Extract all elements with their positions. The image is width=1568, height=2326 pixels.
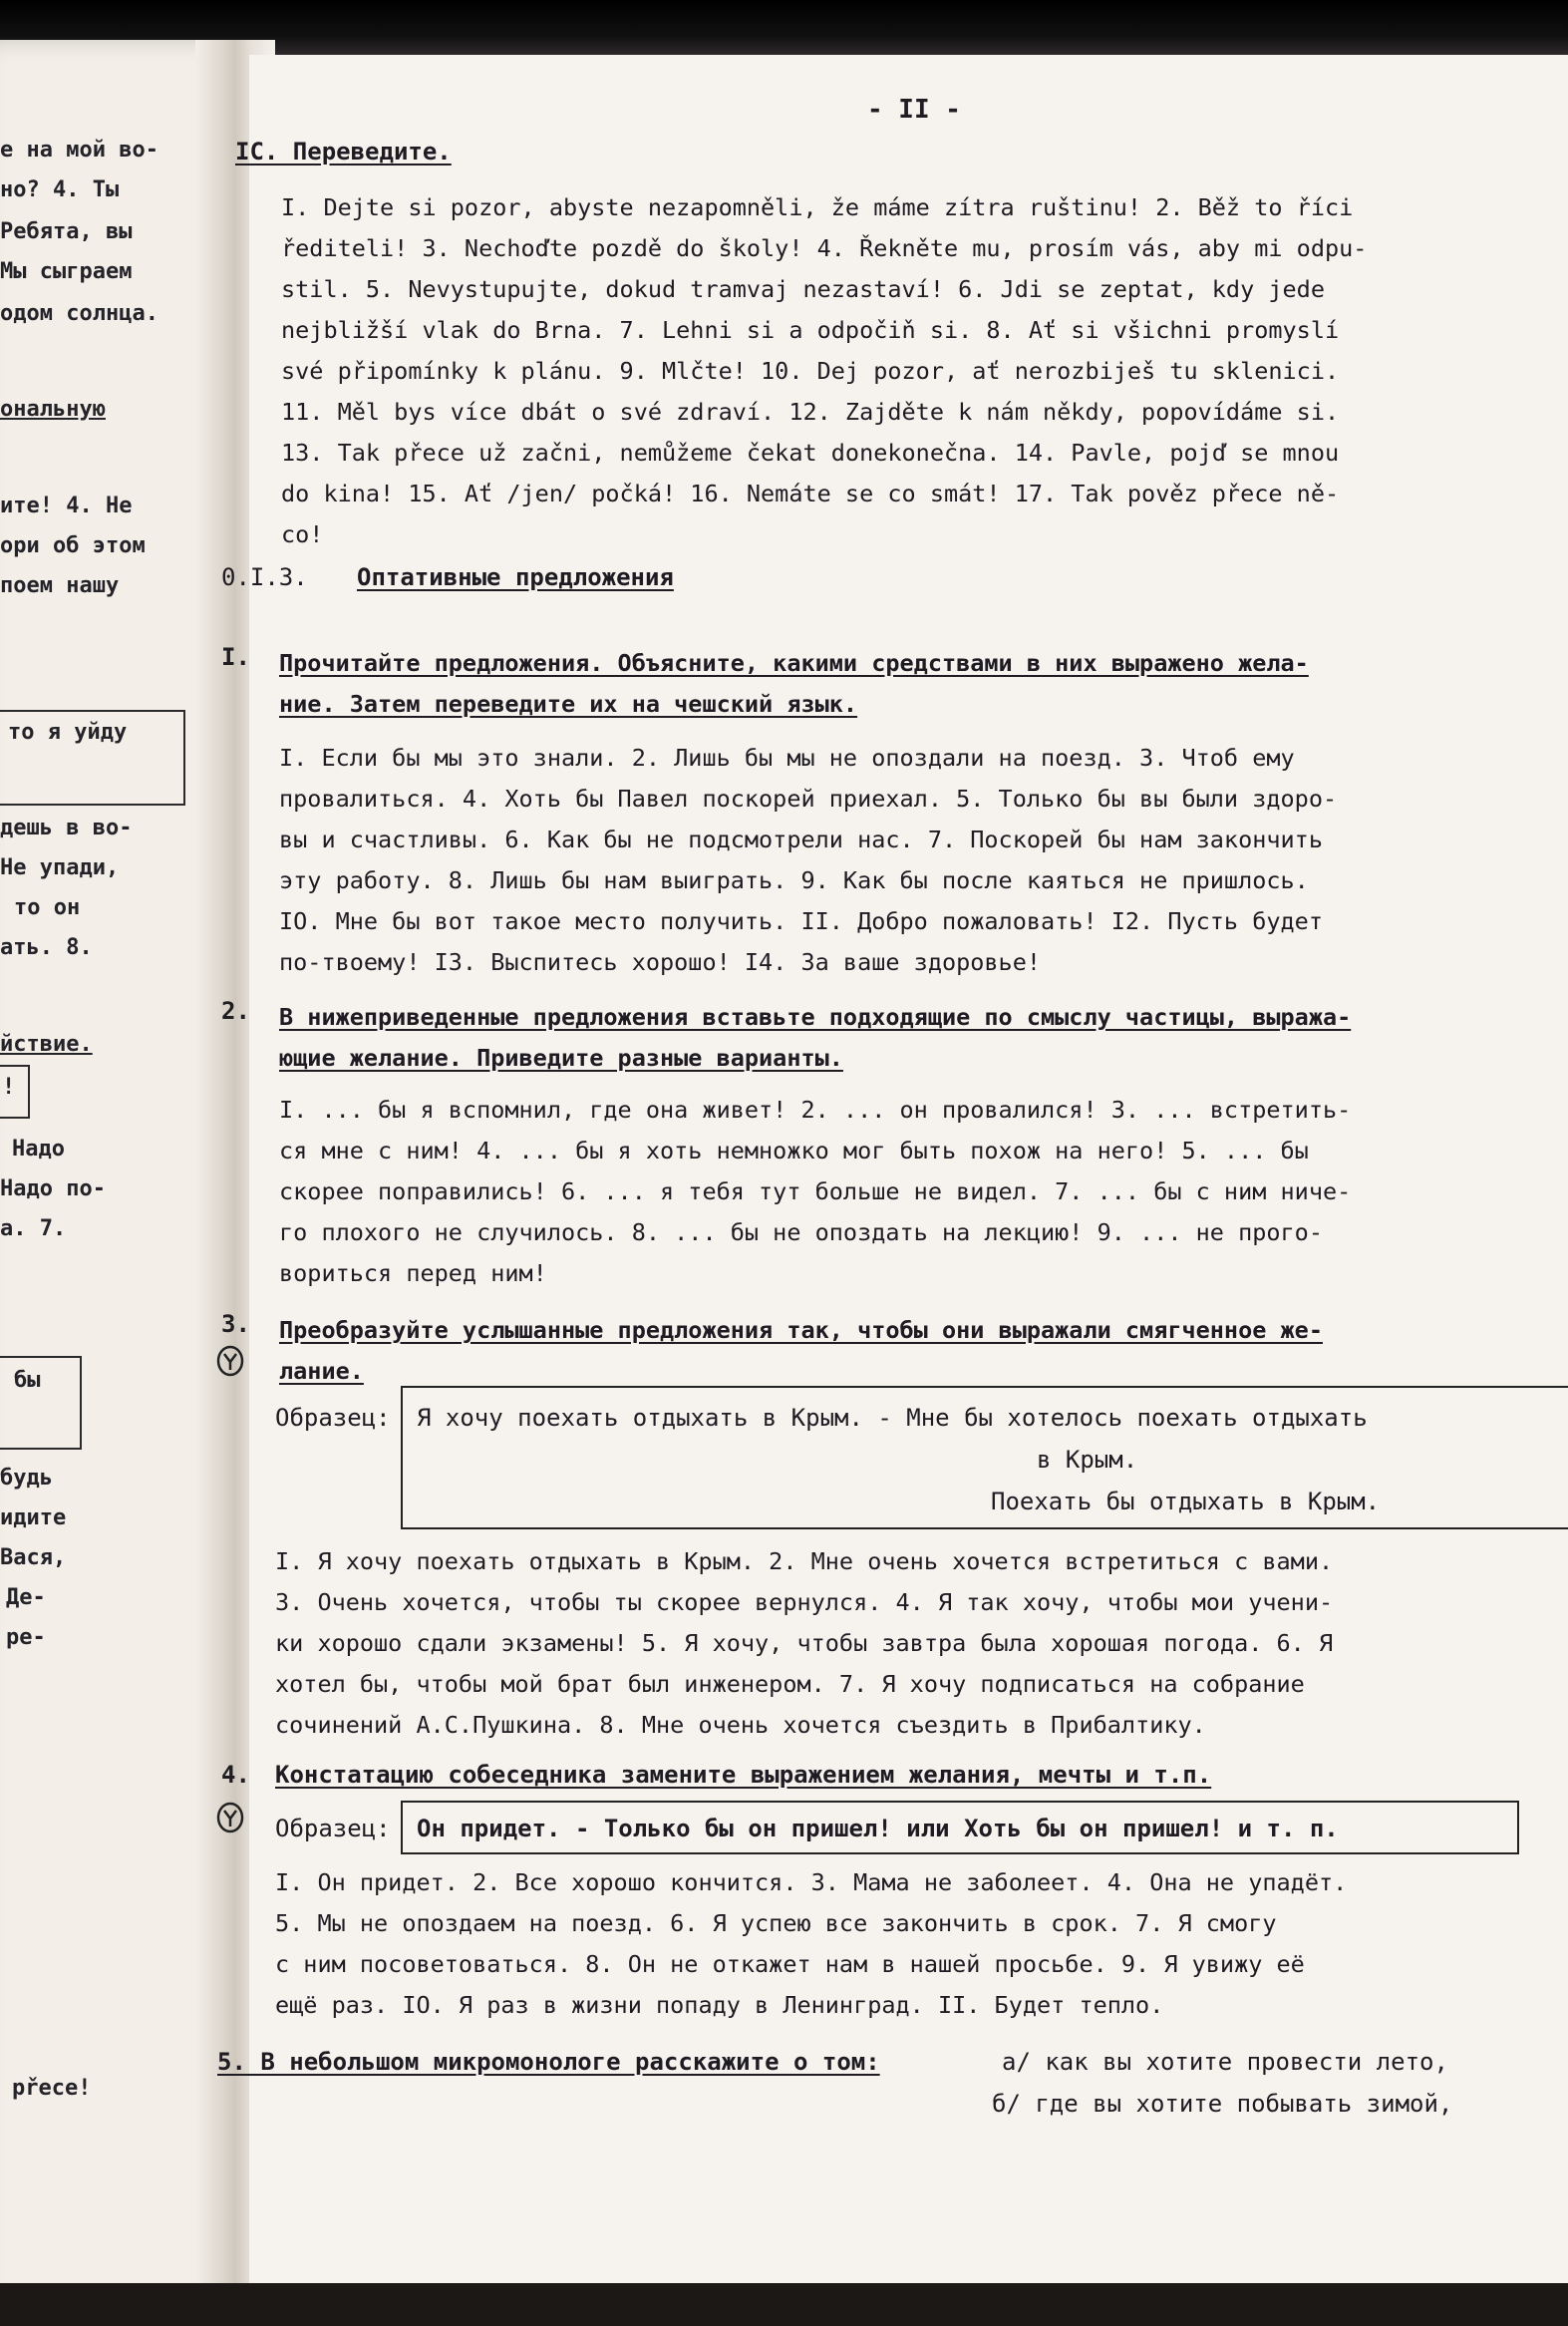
text-line: провалиться. 4. Хоть бы Павел поскорей приехал. 5. Только бы вы были здоро- — [279, 785, 1338, 813]
ex1-text — [279, 738, 1337, 983]
title-line: лание. — [279, 1357, 364, 1385]
ex10-label: IС. Переведите. — [235, 138, 452, 166]
ex3-sample-line: в Крым. — [1037, 1446, 1138, 1474]
ex4-number: 4. — [221, 1761, 250, 1789]
text-line: скорее поправились! 6. ... я тебя тут больше не видел. 7. ... бы с ним ниче- — [279, 1177, 1352, 1205]
ex2-title — [279, 997, 1351, 1079]
left-line: то он — [14, 895, 81, 920]
left-line: Вася, — [0, 1545, 67, 1570]
left-line: а. 7. — [0, 1216, 67, 1241]
text-line: IO. Мне бы вот такое место получить. II. Добро пожаловать! I2. Пусть будет — [279, 907, 1323, 935]
left-box — [0, 1356, 82, 1450]
left-line: йствие. — [0, 1032, 93, 1057]
title-line: ющие желание. Приведите разные варианты. — [279, 1044, 843, 1072]
left-line: идите — [0, 1505, 67, 1530]
left-line: но? 4. Ты — [0, 177, 120, 202]
text-line: по-твоему! I3. Выспитесь хорошо! I4. За ваше здоровье! — [279, 948, 1042, 976]
ear-icon — [215, 1344, 245, 1386]
left-line: Надо — [12, 1137, 65, 1162]
text-line: го плохого не случилось. 8. ... бы не опоздать на лекцию! 9. ... не прого- — [279, 1218, 1323, 1246]
ex3-sample-line: Я хочу поехать отдыхать в Крым. - Мне бы хотелось поехать отдыхать — [417, 1404, 1368, 1432]
ex3-sample-line: Поехать бы отдыхать в Крым. — [991, 1488, 1381, 1515]
ex1-number: I. — [221, 643, 250, 671]
ex5-line: а/ как вы хотите провести лето, — [1002, 2048, 1448, 2076]
left-line: ! — [2, 1075, 16, 1100]
page-number: - II - — [867, 95, 961, 125]
text-line: nejbližší vlak do Brna. 7. Lehni si a odpočiň si. 8. Ať si všichni promyslí — [281, 316, 1340, 344]
ex1-title — [279, 643, 1309, 725]
ex3-sample-label: Образец: — [275, 1404, 391, 1432]
ex3-title — [279, 1310, 1323, 1392]
text-line: své připomínky k plánu. 9. Mlčte! 10. Dej pozor, ať nerozbiješ tu sklenici. — [281, 357, 1340, 385]
ex4-title: Констатацию собеседника замените выражением желания, мечты и т.п. — [275, 1761, 1212, 1789]
title-line: В нижеприведенные предложения вставьте подходящие по смыслу частицы, выража- — [279, 1003, 1352, 1031]
ex3-text — [275, 1541, 1333, 1746]
left-line: поем нашу — [0, 573, 120, 598]
text-line: I. Я хочу поехать отдыхать в Крым. 2. Мне очень хочется встретиться с вами. — [275, 1547, 1334, 1575]
left-line: ре- — [6, 1625, 46, 1650]
ear-icon — [215, 1801, 245, 1842]
left-line: Мы сыграем — [0, 259, 133, 284]
section-title: Оптативные предложения — [357, 563, 674, 591]
text-line: ся мне с ним! 4. ... бы я хоть немножко мог быть похож на него! 5. ... бы — [279, 1137, 1309, 1164]
left-line: бы — [14, 1368, 41, 1393]
left-line: Де- — [6, 1585, 46, 1610]
title-line: ние. Затем переведите их на чешский язык. — [279, 690, 858, 718]
text-line: co! — [281, 520, 324, 548]
ex2-text — [279, 1090, 1351, 1294]
ex4-sample-label: Образец: — [275, 1815, 391, 1842]
ex5-title: 5. В небольшом микромонологе расскажите о том: — [217, 2048, 880, 2076]
ex10-heading — [235, 138, 452, 166]
text-line: вориться перед ним! — [279, 1259, 547, 1287]
title-line: Прочитайте предложения. Объясните, какими средствами в них выражено жела- — [279, 649, 1309, 677]
text-line: 3. Очень хочется, чтобы ты скорее вернулся. 4. Я так хочу, чтобы мои учени- — [275, 1588, 1334, 1616]
text-line: 13. Tak přece už začni, nemůžeme čekat donekonečna. 14. Pavle, pojď se mnou — [281, 439, 1340, 467]
text-line: I. Dejte si pozor, abyste nezapomněli, že máme zítra ruštinu! 2. Běž to říci — [281, 193, 1354, 221]
left-line: ональную — [0, 397, 106, 422]
ex4-sample-line: Он придет. - Только бы он пришел! или Хоть бы он пришел! и т. п. — [417, 1815, 1339, 1842]
text-line: řediteli! 3. Nechoďte pozdě do školy! 4. Řekněte mu, prosím vás, aby mi odpu- — [281, 234, 1368, 262]
ex5-line: б/ где вы хотите побывать зимой, — [992, 2090, 1453, 2118]
text-line: I. ... бы я вспомнил, где она живет! 2. ... он провалился! 3. ... встретить- — [279, 1096, 1352, 1124]
ex4-text — [275, 1862, 1347, 2026]
text-line: ки хорошо сдали экзамены! 5. Я хочу, чтобы завтра была хорошая погода. 6. Я — [275, 1629, 1334, 1657]
text-line: с ним посоветоваться. 8. Он не откажет нам в нашей просьбе. 9. Я увижу её — [275, 1950, 1305, 1978]
text-line: stil. 5. Nevystupujte, dokud tramvaj nezastaví! 6. Jdi se zeptat, kdy jede — [281, 275, 1325, 303]
text-line: 11. Měl bys více dbát o své zdraví. 12. Zajděte k nám někdy, popovídáme si. — [281, 398, 1340, 426]
left-line: ите! 4. Не — [0, 494, 133, 518]
text-line: do kina! 15. Ať /jen/ počká! 16. Nemáte se co smát! 17. Tak pověz přece ně- — [281, 480, 1340, 507]
section-number: 0.I.3. — [221, 563, 308, 591]
left-line: одом солнца. — [0, 301, 158, 326]
left-line: дешь в во- — [0, 816, 133, 840]
left-line: ори об этом — [0, 533, 146, 558]
ex10-text — [281, 187, 1367, 555]
text-line: 5. Мы не опоздаем на поезд. 6. Я успею все закончить в срок. 7. Я смогу — [275, 1909, 1277, 1937]
left-line: е на мой во- — [0, 138, 158, 163]
text-line: вы и счастливы. 6. Как бы не подсмотрели нас. 7. Поскорей бы нам закончить — [279, 826, 1323, 853]
left-line: будь — [0, 1466, 53, 1491]
left-line: ать. 8. — [0, 935, 93, 960]
text-line: эту работу. 8. Лишь бы нам выиграть. 9. Как бы после каяться не пришлось. — [279, 866, 1309, 894]
ex2-number: 2. — [221, 997, 250, 1025]
left-line: Не упади, — [0, 855, 120, 880]
left-line: то я уйду — [8, 720, 128, 745]
left-line: Ребята, вы — [0, 219, 133, 244]
left-line: Надо по- — [0, 1176, 106, 1201]
text-line: ещё раз. IO. Я раз в жизни попаду в Ленинград. II. Будет тепло. — [275, 1991, 1164, 2019]
text-line: сочинений А.С.Пушкина. 8. Мне очень хочется съездить в Прибалтику. — [275, 1711, 1206, 1739]
left-line: přece! — [12, 2076, 92, 2101]
text-line: I. Если бы мы это знали. 2. Лишь бы мы не опоздали на поезд. 3. Чтоб ему — [279, 744, 1295, 772]
ex3-number: 3. — [221, 1310, 250, 1338]
text-line: хотел бы, чтобы мой брат был инженером. 7. Я хочу подписаться на собрание — [275, 1670, 1305, 1698]
title-line: Преобразуйте услышанные предложения так, чтобы они выражали смягченное же- — [279, 1316, 1323, 1344]
text-line: I. Он придет. 2. Все хорошо кончится. 3. Мама не заболеет. 4. Она не упадёт. — [275, 1868, 1348, 1896]
scan-bottom-edge — [0, 2283, 1568, 2326]
